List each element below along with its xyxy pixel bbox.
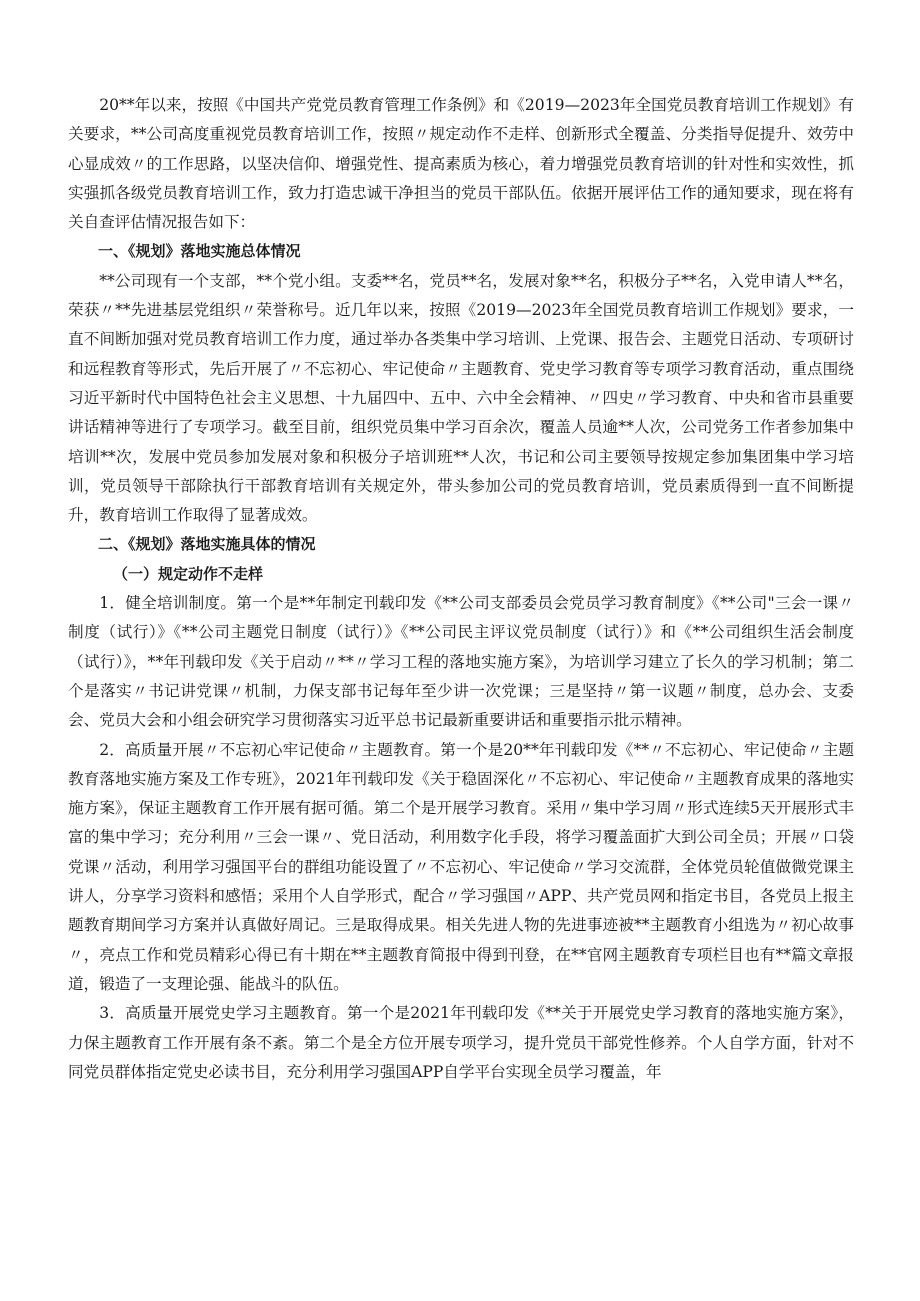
item-3-paragraph: 3．高质量开展党史学习主题教育。第一个是2021年刊载印发《**关于开展党史学习教育的落地实施方案》，力保主题教育工作开展有条不紊。第二个是全方位开展专项学习，提升党员干部党性修养。个人自学方面，针对不同党员群体指定党史必读书目，充分利用学习强国APP自学平台实现全员学习覆盖，年 (68, 1004, 854, 1081)
subsection-1-heading: （一）规定动作不走样 (113, 564, 264, 583)
document-page (68, 91, 854, 1087)
section-1-paragraph: **公司现有一个支部，**个党小组。支委**名，党员**名，发展对象**名，积极分子**名，入党申请人**名，荣获〃**先进基层党组织〃荣誉称号。近几年以来，按照《2019—2023年全国党员教育培训工作规划》要求，一直不间断加强对党员教育培训工作力度，通过举办各类集中学习培训、上党课、报告会、主题党日活动、专项研讨和远程教育等形式，先后开展了〃不忘初心、牢记使命〃主题教育、党史学习教育等专项学习教育活动，重点围绕习近平新时代中国特色社会主义思想、十九届四中、五中、六中全会精神、〃四史〃学习教育、中央和省市县重要讲话精神等进行了专项学习。截至目前，组织党员集中学习百余次，覆盖人员逾**人次，公司党务工作者参加集中培训**次，发展中党员参加发展对象和积极分子培训班**人次，书记和公司主要领导按规定参加集团集中学习培训，党员领导干部除执行干部教育培训有关规定外，带头参加公司的党员教育培训，党员素质得到一直不间断提升，教育培训工作取得了显著成效。 (68, 271, 854, 525)
item-1-paragraph: 1．健全培训制度。第一个是**年制定刊载印发《**公司支部委员会党员学习教育制度》《**公司"三会一课〃制度（试行）》《**公司主题党日制度（试行）》《**公司民主评议党员制度（试行）》和《**公司组织生活会制度（试行）》，**年刊载印发《关于启动〃**〃学习工程的落地实施方案》，为培训学习建立了长久的学习机制；第二个是落实〃书记讲党课〃机制，力保支部书记每年至少讲一次党课；三是坚持〃第一议题〃制度，总办会、支委会、党员大会和小组会研究学习贯彻落实习近平总书记最新重要讲话和重要指示批示精神。 (68, 594, 854, 730)
item-2-paragraph: 2．高质量开展〃不忘初心牢记使命〃主题教育。第一个是20**年刊载印发《**〃不忘初心、牢记使命〃主题教育落地实施方案及工作专班》，2021年刊载印发《关于稳固深化〃不忘初心、牢记使命〃主题教育成果的落地实施方案》，保证主题教育工作开展有据可循。第二个是开展学习教育。采用〃集中学习周〃形式连续5天开展形式丰富的集中学习；充分利用〃三会一课〃、党日活动，利用数字化手段，将学习覆盖面扩大到公司全员；开展〃口袋党课〃活动，利用学习强国平台的群组功能设置了〃不忘初心、牢记使命〃学习交流群，全体党员轮值做微党课主讲人，分享学习资料和感悟；采用个人自学形式，配合〃学习强国〃APP、共产党员网和指定书目，各党员上报主题教育期间学习方案并认真做好周记。三是取得成果。相关先进人物的先进事迹被**主题教育小组选为〃初心故事〃，亮点工作和党员精彩心得已有十期在**主题教育简报中得到刊登，在**官网主题教育专项栏目也有**篇文章报道，锻造了一支理论强、能战斗的队伍。 (68, 740, 854, 993)
intro-paragraph: 20**年以来，按照《中国共产党党员教育管理工作条例》和《2019—2023年全国党员教育培训工作规划》有关要求，**公司高度重视党员教育培训工作，按照〃规定动作不走样、创新形式全覆盖、分类指导促提升、效劳中心显成效〃的工作思路，以坚决信仰、增强党性、提高素质为核心，着力增强党员教育培训的针对性和实效性，抓实强抓各级党员教育培训工作，致力打造忠诚干净担当的党员干部队伍。依据开展评估工作的通知要求，现在将有关自查评估情况报告如下： (68, 96, 854, 232)
section-2-heading: 二、《规划》落地实施具体的情况 (98, 535, 316, 554)
section-1-heading: 一、《规划》落地实施总体情况 (98, 242, 301, 261)
